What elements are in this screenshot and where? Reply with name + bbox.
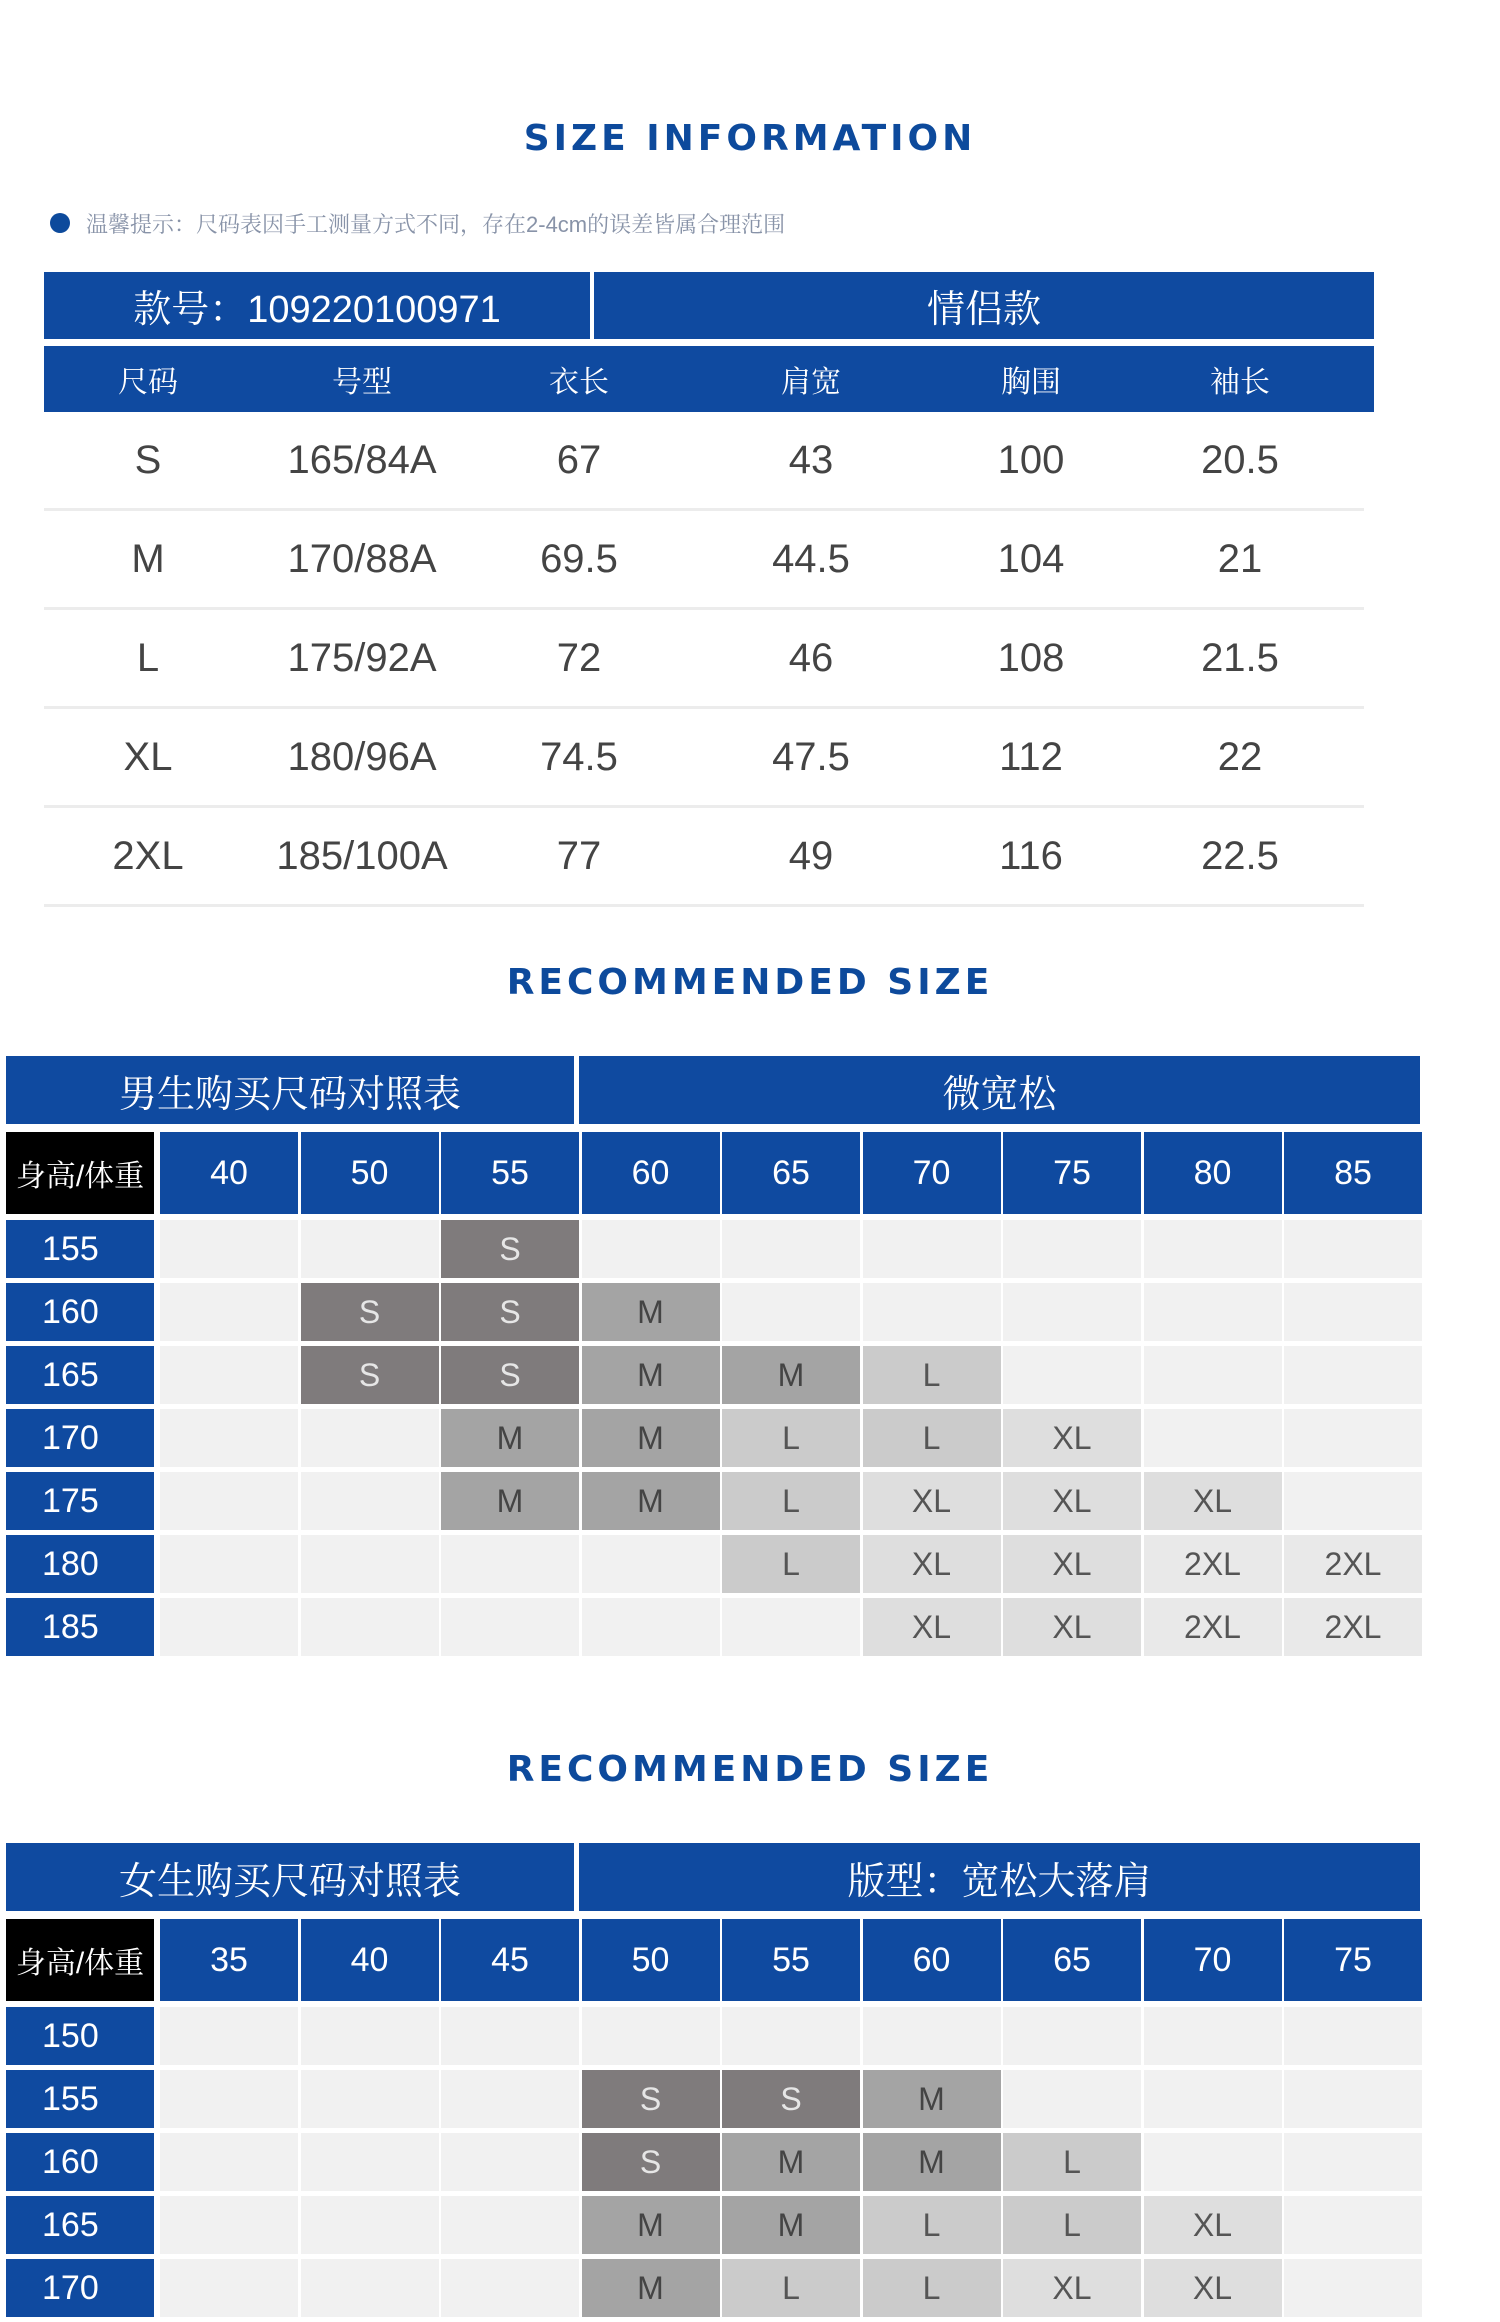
- height-weight-corner: 身高/体重: [6, 1919, 154, 2001]
- size-cell: L: [863, 1409, 1001, 1467]
- size-cell: [441, 1535, 579, 1593]
- table-cell: 69.5: [540, 536, 618, 581]
- table-cell: 22.5: [1201, 833, 1279, 878]
- height-label: 180: [6, 1535, 154, 1593]
- size-cell: [1284, 1220, 1422, 1278]
- women-fit-label: 版型：宽松大落肩: [579, 1843, 1420, 1911]
- men-chart-title: 男生购买尺码对照表: [6, 1056, 574, 1124]
- table-cell: 22: [1217, 734, 1263, 779]
- column-header-row: [44, 346, 1374, 412]
- size-cell: [1144, 1409, 1282, 1467]
- size-cell: [160, 2196, 298, 2254]
- height-label: 170: [6, 2259, 154, 2317]
- chart-row: [6, 2133, 1420, 2191]
- size-cell: [1003, 1346, 1141, 1404]
- size-cell: [160, 1220, 298, 1278]
- size-cell: S: [301, 1346, 439, 1404]
- chart-row: [6, 2070, 1420, 2128]
- size-cell: M: [582, 2196, 720, 2254]
- size-cell: [722, 2007, 860, 2065]
- table-cell: 67: [556, 437, 602, 482]
- size-cell: [1284, 1346, 1422, 1404]
- table-cell: 165/84A: [287, 437, 437, 482]
- chart-row: [6, 1220, 1420, 1278]
- size-cell: M: [722, 2133, 860, 2191]
- size-cell: S: [441, 1283, 579, 1341]
- chart-row: [6, 2259, 1420, 2317]
- table-cell: 104: [997, 536, 1065, 581]
- size-cell: [1003, 1283, 1141, 1341]
- table-cell: 21: [1217, 536, 1263, 581]
- weight-header: 65: [1003, 1919, 1141, 2001]
- size-cell: [1144, 1220, 1282, 1278]
- table-cell: 49: [788, 833, 834, 878]
- size-cell: L: [722, 2259, 860, 2317]
- size-cell: [160, 2070, 298, 2128]
- size-cell: S: [301, 1283, 439, 1341]
- column-header: 袖长: [1210, 366, 1270, 399]
- size-cell: [722, 1283, 860, 1341]
- size-cell: XL: [863, 1598, 1001, 1656]
- size-cell: [722, 1220, 860, 1278]
- size-cell: [582, 2007, 720, 2065]
- size-cell: [1284, 2133, 1422, 2191]
- men-size-chart: [6, 1056, 1420, 1646]
- table-cell: 185/100A: [276, 833, 448, 878]
- size-table-header: [44, 272, 1374, 412]
- size-cell: [301, 1220, 439, 1278]
- size-cell: L: [1003, 2133, 1141, 2191]
- chart-row: [6, 1472, 1420, 1530]
- weight-header: 75: [1003, 1132, 1141, 1214]
- size-cell: [160, 2133, 298, 2191]
- table-row: [44, 511, 1364, 610]
- weight-header: 55: [722, 1919, 860, 2001]
- size-cell: [1144, 1283, 1282, 1341]
- table-cell: 20.5: [1201, 437, 1279, 482]
- size-cell: [441, 2133, 579, 2191]
- bullet-dot-icon: [50, 213, 70, 233]
- size-cell: [301, 2007, 439, 2065]
- size-cell: [1003, 2070, 1141, 2128]
- size-cell: XL: [1003, 2259, 1141, 2317]
- size-cell: M: [722, 1346, 860, 1404]
- table-cell: 108: [997, 635, 1065, 680]
- chart-row: [6, 1598, 1420, 1656]
- size-cell: XL: [1144, 1472, 1282, 1530]
- size-cell: [1284, 2259, 1422, 2317]
- women-chart-title: 女生购买尺码对照表: [6, 1843, 574, 1911]
- size-cell: [582, 1598, 720, 1656]
- size-cell: XL: [1003, 1598, 1141, 1656]
- weight-header: 70: [863, 1132, 1001, 1214]
- chart-row: [6, 2196, 1420, 2254]
- size-cell: L: [722, 1472, 860, 1530]
- size-cell: [441, 2196, 579, 2254]
- size-cell: XL: [1003, 1409, 1141, 1467]
- size-cell: XL: [1003, 1472, 1141, 1530]
- weight-header: 55: [441, 1132, 579, 1214]
- table-row: [44, 412, 1364, 511]
- weight-header: 85: [1284, 1132, 1422, 1214]
- size-cell: [160, 1598, 298, 1656]
- table-cell: 100: [997, 437, 1065, 482]
- table-cell: 43: [788, 437, 834, 482]
- size-cell: [1284, 1409, 1422, 1467]
- height-label: 155: [6, 2070, 154, 2128]
- size-cell: [1003, 1220, 1141, 1278]
- size-cell: L: [863, 1346, 1001, 1404]
- size-cell: [1284, 2196, 1422, 2254]
- size-cell: [160, 2007, 298, 2065]
- category-label: 情侣款: [926, 289, 1041, 331]
- men-recommended-title: RECOMMENDED SIZE: [506, 962, 994, 1003]
- size-cell: [301, 1535, 439, 1593]
- size-cell: [160, 1409, 298, 1467]
- size-cell: S: [582, 2133, 720, 2191]
- size-cell: [582, 1220, 720, 1278]
- size-cell: 2XL: [1144, 1535, 1282, 1593]
- women-recommended-title: RECOMMENDED SIZE: [506, 1749, 994, 1790]
- size-cell: XL: [1003, 1535, 1141, 1593]
- size-cell: M: [582, 1283, 720, 1341]
- men-weight-header-row: [6, 1132, 1420, 1214]
- weight-header: 75: [1284, 1919, 1422, 2001]
- size-cell: [582, 1535, 720, 1593]
- height-label: 155: [6, 1220, 154, 1278]
- men-fit-label: 微宽松: [579, 1056, 1420, 1124]
- measurement-note: [50, 205, 785, 241]
- table-cell: 74.5: [540, 734, 618, 779]
- size-cell: [160, 1346, 298, 1404]
- table-cell: 77: [556, 833, 602, 878]
- size-cell: M: [863, 2070, 1001, 2128]
- size-cell: L: [722, 1409, 860, 1467]
- size-cell: [160, 1535, 298, 1593]
- size-cell: [863, 1283, 1001, 1341]
- size-cell: [1284, 1472, 1422, 1530]
- size-cell: M: [582, 1472, 720, 1530]
- table-cell: 72: [556, 635, 602, 680]
- weight-header: 50: [301, 1132, 439, 1214]
- size-cell: [1003, 2007, 1141, 2065]
- size-cell: [301, 2070, 439, 2128]
- table-row: [44, 709, 1364, 808]
- size-cell: 2XL: [1284, 1598, 1422, 1656]
- size-cell: [1144, 2007, 1282, 2065]
- size-cell: S: [582, 2070, 720, 2128]
- size-cell: M: [582, 1346, 720, 1404]
- table-cell: 180/96A: [287, 734, 437, 779]
- table-row: [44, 808, 1364, 907]
- table-row: [44, 610, 1364, 709]
- size-cell: M: [722, 2196, 860, 2254]
- weight-header: 60: [863, 1919, 1001, 2001]
- size-cell: XL: [1144, 2259, 1282, 2317]
- size-cell: M: [863, 2133, 1001, 2191]
- size-cell: XL: [863, 1535, 1001, 1593]
- size-cell: L: [863, 2259, 1001, 2317]
- size-cell: [1284, 2070, 1422, 2128]
- size-cell: S: [722, 2070, 860, 2128]
- size-cell: M: [441, 1409, 579, 1467]
- weight-header: 60: [582, 1132, 720, 1214]
- size-cell: M: [582, 1409, 720, 1467]
- height-label: 165: [6, 1346, 154, 1404]
- size-cell: [301, 1598, 439, 1656]
- size-cell: [1284, 2007, 1422, 2065]
- size-cell: S: [441, 1220, 579, 1278]
- table-cell: 116: [999, 833, 1063, 878]
- size-cell: [863, 1220, 1001, 1278]
- column-header: 尺码: [118, 366, 178, 399]
- measurement-note-text: 温馨提示：尺码表因手工测量方式不同，存在2-4cm的误差皆属合理范围: [86, 211, 786, 237]
- size-cell: [1144, 2133, 1282, 2191]
- table-cell: 170/88A: [287, 536, 437, 581]
- weight-header: 40: [160, 1132, 298, 1214]
- size-cell: L: [722, 1535, 860, 1593]
- size-cell: [301, 2259, 439, 2317]
- table-cell: 46: [788, 635, 834, 680]
- size-cell: XL: [863, 1472, 1001, 1530]
- size-cell: [301, 2133, 439, 2191]
- table-cell: 175/92A: [287, 635, 437, 680]
- size-table-body: [44, 412, 1364, 907]
- size-cell: [301, 1409, 439, 1467]
- height-label: 165: [6, 2196, 154, 2254]
- table-cell: 112: [999, 734, 1063, 779]
- size-cell: [441, 2259, 579, 2317]
- size-cell: [441, 1598, 579, 1656]
- size-cell: [1144, 1346, 1282, 1404]
- size-cell: 2XL: [1284, 1535, 1422, 1593]
- weight-header: 45: [441, 1919, 579, 2001]
- size-information-title: SIZE INFORMATION: [523, 118, 977, 159]
- table-cell: 2XL: [112, 833, 184, 878]
- height-label: 160: [6, 1283, 154, 1341]
- table-cell: S: [134, 437, 162, 482]
- column-header: 肩宽: [781, 366, 841, 399]
- chart-row: [6, 1535, 1420, 1593]
- height-label: 150: [6, 2007, 154, 2065]
- weight-header: 65: [722, 1132, 860, 1214]
- weight-header: 35: [160, 1919, 298, 2001]
- weight-header: 80: [1144, 1132, 1282, 1214]
- size-cell: [160, 1283, 298, 1341]
- size-cell: 2XL: [1144, 1598, 1282, 1656]
- women-weight-header-row: [6, 1919, 1420, 2001]
- table-cell: M: [131, 536, 165, 581]
- height-weight-corner: 身高/体重: [6, 1132, 154, 1214]
- size-cell: L: [1003, 2196, 1141, 2254]
- table-cell: 47.5: [772, 734, 850, 779]
- column-header: 号型: [332, 366, 392, 399]
- size-cell: M: [441, 1472, 579, 1530]
- size-cell: [160, 1472, 298, 1530]
- size-cell: [1284, 1283, 1422, 1341]
- weight-header: 40: [301, 1919, 439, 2001]
- size-cell: M: [582, 2259, 720, 2317]
- table-cell: XL: [123, 734, 173, 779]
- table-cell: 44.5: [772, 536, 850, 581]
- weight-header: 50: [582, 1919, 720, 2001]
- women-size-chart: [6, 1843, 1420, 2307]
- women-chart-rows: [6, 2007, 1420, 2322]
- size-cell: L: [863, 2196, 1001, 2254]
- table-cell: L: [136, 635, 160, 680]
- chart-row: [6, 1346, 1420, 1404]
- column-header: 衣长: [549, 366, 609, 399]
- size-cell: [301, 2196, 439, 2254]
- size-cell: [1144, 2070, 1282, 2128]
- table-cell: 21.5: [1201, 635, 1279, 680]
- size-cell: [441, 2070, 579, 2128]
- size-cell: S: [441, 1346, 579, 1404]
- height-label: 170: [6, 1409, 154, 1467]
- size-cell: [160, 2259, 298, 2317]
- men-chart-rows: [6, 1220, 1420, 1661]
- size-cell: [301, 1472, 439, 1530]
- height-label: 160: [6, 2133, 154, 2191]
- size-cell: [722, 1598, 860, 1656]
- weight-header: 70: [1144, 1919, 1282, 2001]
- chart-row: [6, 2007, 1420, 2065]
- height-label: 175: [6, 1472, 154, 1530]
- height-label: 185: [6, 1598, 154, 1656]
- size-cell: [863, 2007, 1001, 2065]
- chart-row: [6, 1409, 1420, 1467]
- size-cell: XL: [1144, 2196, 1282, 2254]
- column-header: 胸围: [1001, 366, 1061, 399]
- chart-row: [6, 1283, 1420, 1341]
- style-number: 款号：109220100971: [133, 289, 501, 331]
- size-cell: [441, 2007, 579, 2065]
